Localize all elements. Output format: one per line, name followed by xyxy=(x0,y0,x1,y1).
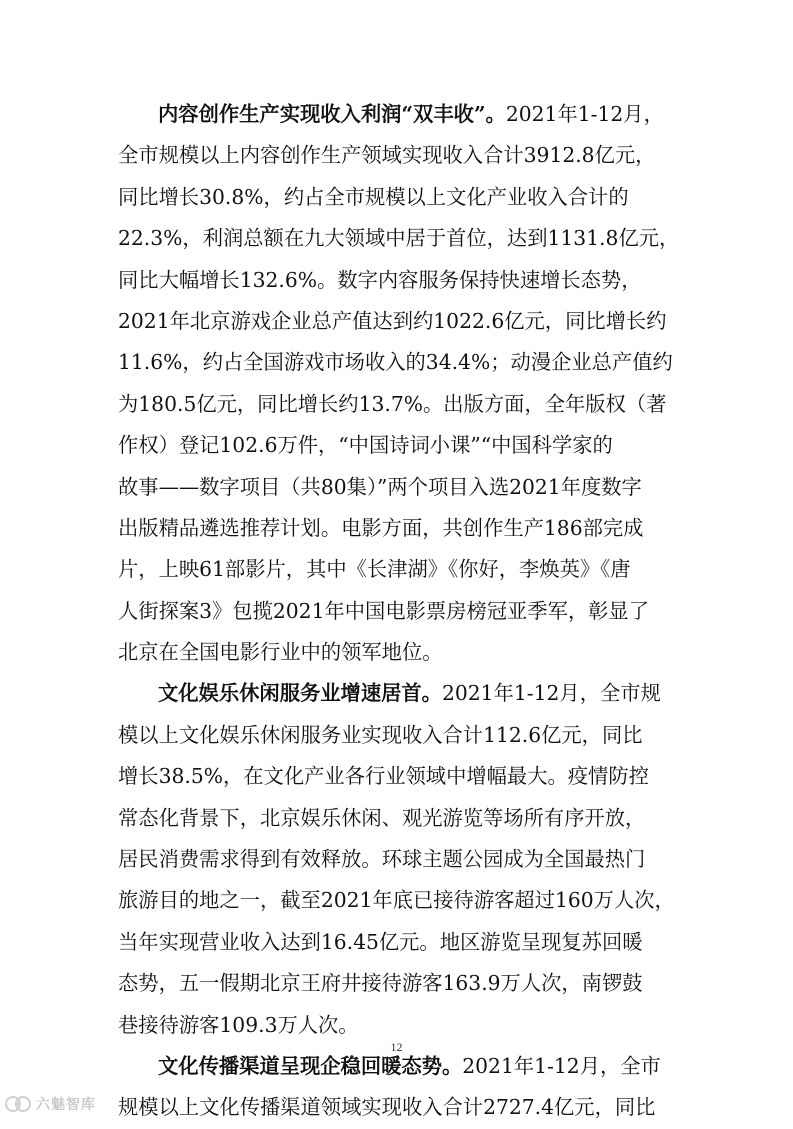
text-line: 人街探案3》包揽2021年中国电影票房榜冠亚季军，彰显了 xyxy=(118,598,649,623)
paragraph-heading: 文化娱乐休闲服务业增速居首。 xyxy=(158,681,442,706)
document-body xyxy=(118,94,686,1129)
text-line: 作权）登记102.6万件，“中国诗词小课”“中国科学家的 xyxy=(118,433,613,458)
text-line: 出版精品遴选推荐计划。电影方面，共创作生产186部完成 xyxy=(118,515,644,540)
paragraph-first-line xyxy=(118,673,686,714)
page-number: 12 xyxy=(390,1040,403,1054)
text-line: 态势，五一假期北京王府井接待游客163.9万人次，南锣鼓 xyxy=(118,971,643,996)
text-line: 片，上映61部影片，其中《长津湖》《你好，李焕英》《唐 xyxy=(118,557,631,582)
paragraph-heading: 内容创作生产实现收入利润“双丰收”。 xyxy=(158,102,506,126)
paragraph-entertainment-leisure xyxy=(118,673,686,1046)
paragraph-heading: 文化传播渠道呈现企稳回暖态势。 xyxy=(158,1053,463,1078)
logo-mark-icon xyxy=(4,1095,32,1113)
text-line: 2021年1-12月，全市规 xyxy=(441,681,661,706)
text-line: 巷接待游客109.3万人次。 xyxy=(118,1012,359,1037)
text-line: 北京在全国电影行业中的领军地位。 xyxy=(118,640,443,665)
text-line: 旅游目的地之一，截至2021年底已接待游客超过160万人次， xyxy=(118,888,675,913)
text-line: 当年实现营业收入达到16.45亿元。地区游览呈现复苏回暖 xyxy=(118,929,643,954)
text-line: 全市规模以上内容创作生产领域实现收入合计3912.8亿元， xyxy=(118,143,656,168)
text-line: 增长38.5%，在文化产业各行业领域中增幅最大。疫情防控 xyxy=(118,764,649,789)
text-line: 规模以上文化传播渠道领域实现收入合计2727.4亿元，同比 xyxy=(118,1095,656,1120)
text-line: 同比大幅增长132.6%。数字内容服务保持快速增长态势， xyxy=(118,267,642,292)
watermark-text: 六魅智库 xyxy=(36,1097,96,1113)
paragraph-communication-channels xyxy=(118,1046,686,1129)
paragraph-first-line xyxy=(118,94,686,135)
watermark xyxy=(4,1094,96,1114)
text-line: 模以上文化娱乐休闲服务业实现收入合计112.6亿元，同比 xyxy=(118,722,643,747)
text-line: 居民消费需求得到有效释放。环球主题公园成为全国最热门 xyxy=(118,847,646,872)
text-line: 故事——数字项目（共80集）”两个项目入选2021年度数字 xyxy=(118,474,642,499)
text-line: 11.6%，约占全国游戏市场收入的34.4%；动漫企业总产值约 xyxy=(118,350,673,375)
text-line: 2021年北京游戏企业总产值达到约1022.6亿元，同比增长约 xyxy=(118,308,667,333)
text-line: 2021年1-12月， xyxy=(505,102,664,126)
paragraph-content-creation xyxy=(118,94,686,673)
text-line: 常态化背景下，北京娱乐休闲、观光游览等场所有序开放， xyxy=(118,805,646,830)
text-line: 22.3%，利润总额在九大领域中居于首位，达到1131.8亿元， xyxy=(118,226,680,251)
text-line: 同比增长30.8%，约占全市规模以上文化产业收入合计的 xyxy=(118,184,629,209)
text-line: 为180.5亿元，同比增长约13.7%。出版方面，全年版权（著 xyxy=(118,391,667,416)
text-line: 2021年1-12月，全市 xyxy=(462,1053,661,1078)
